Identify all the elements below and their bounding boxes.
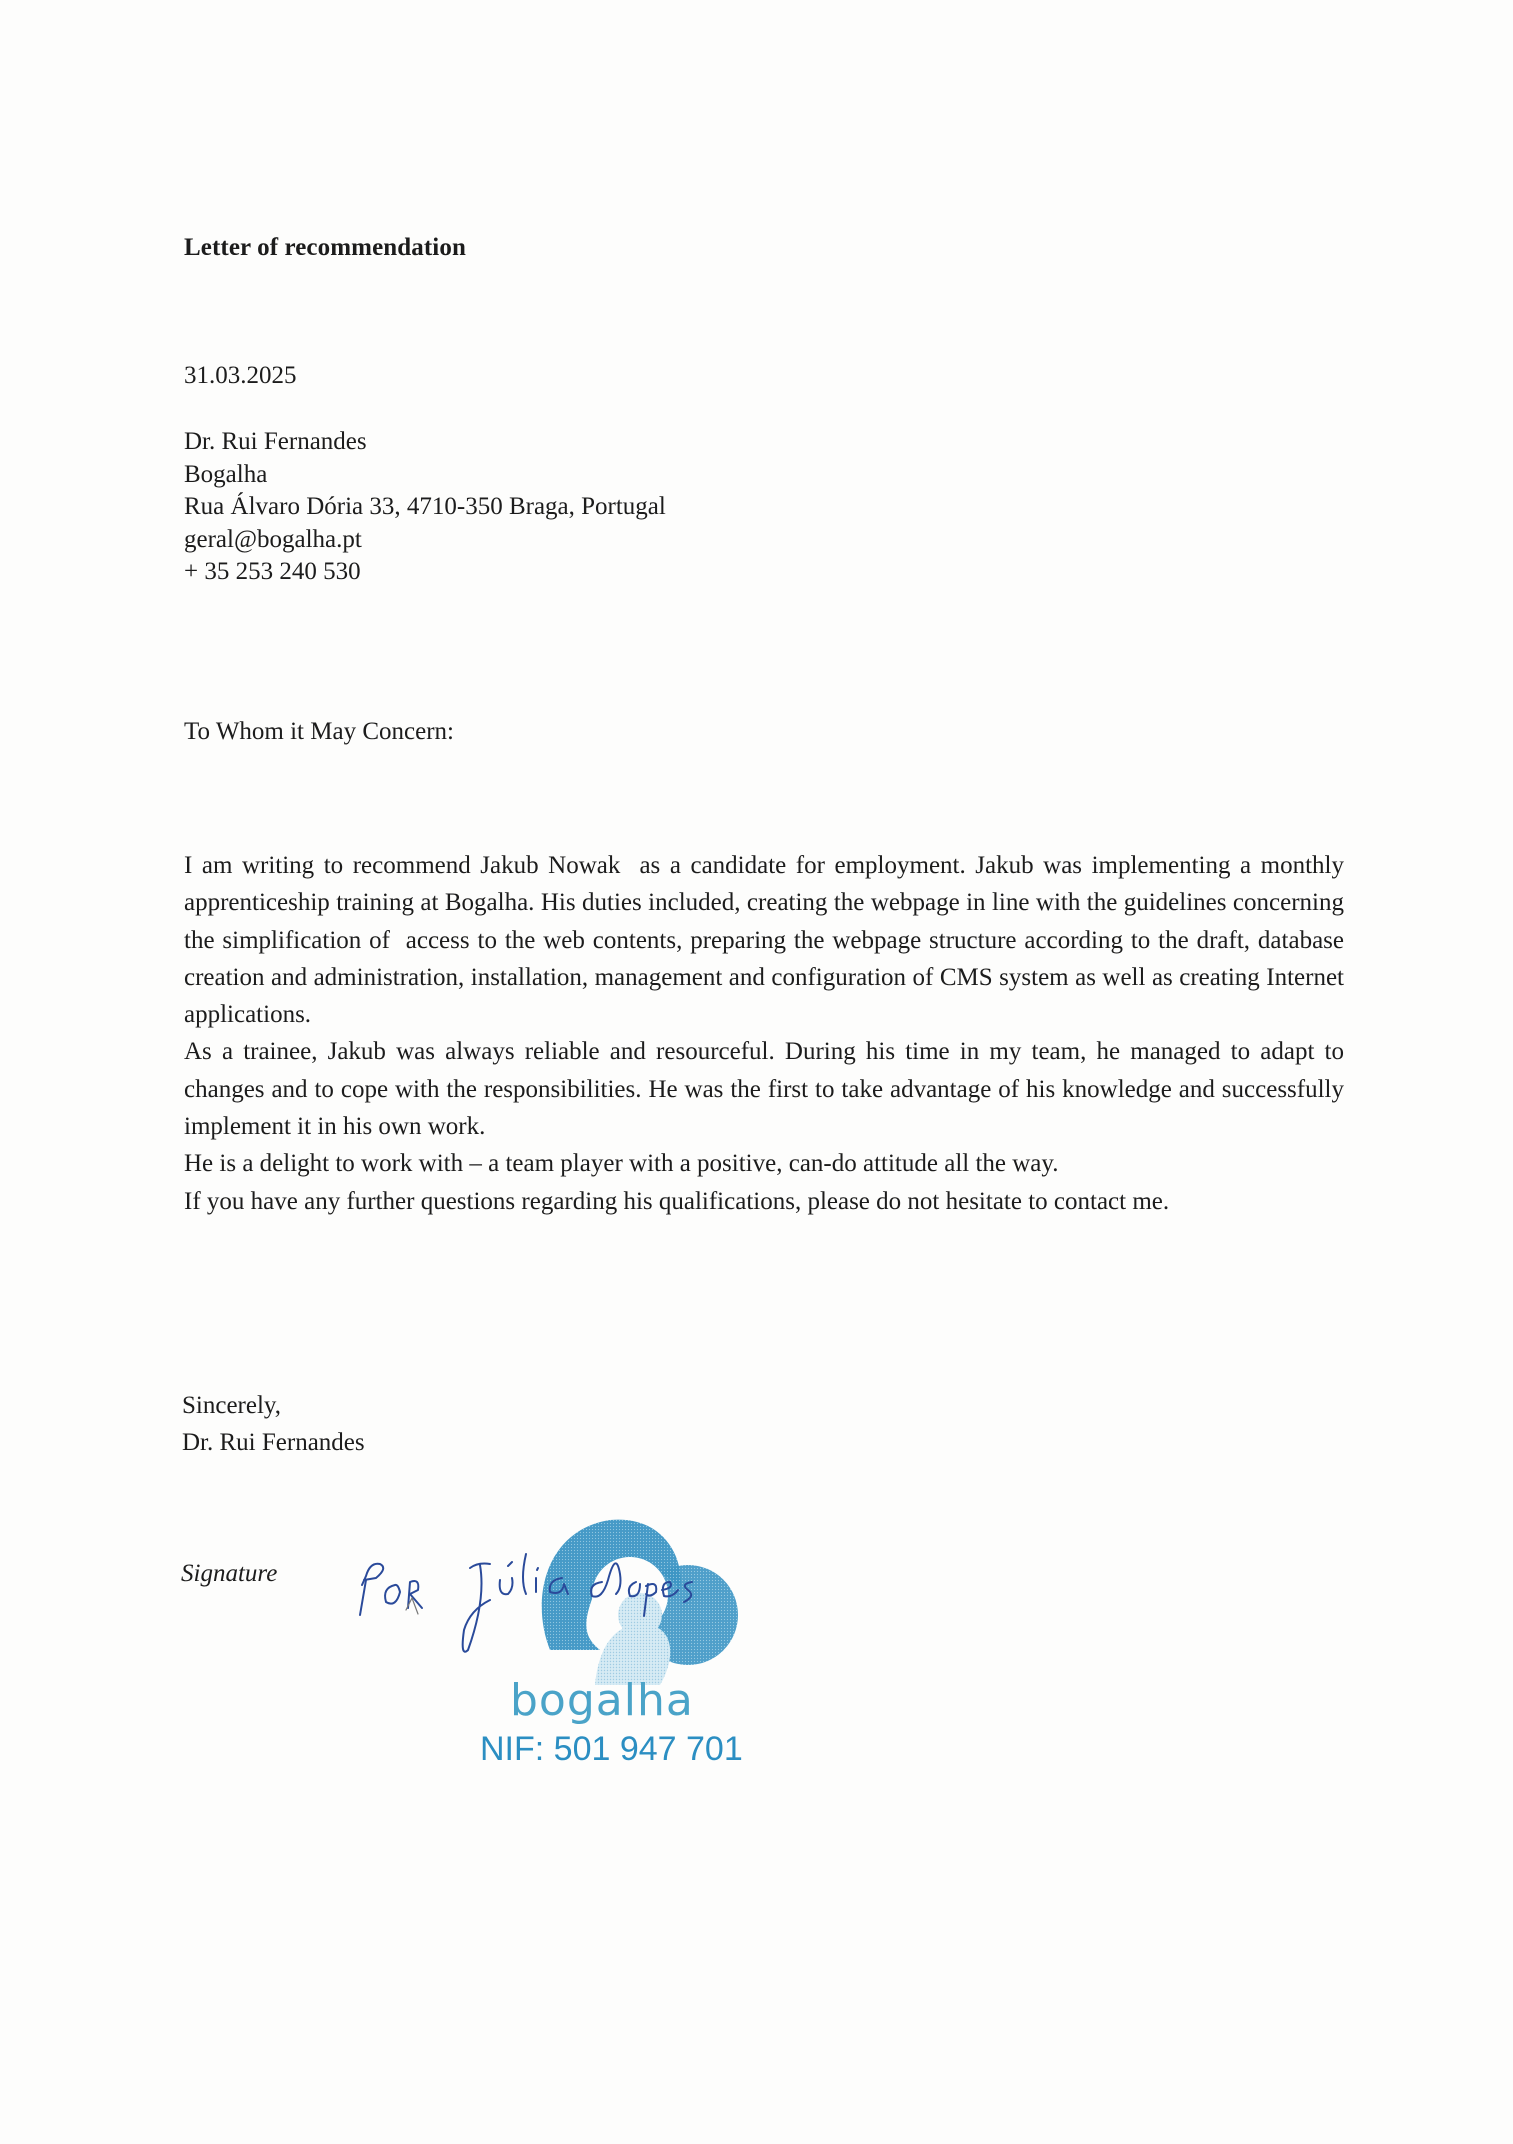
sender-address: Rua Álvaro Dória 33, 4710-350 Braga, Portugal [184, 493, 666, 520]
letter-date: 31.03.2025 [184, 362, 297, 389]
sender-block [184, 426, 666, 589]
body-paragraph: If you have any further questions regarding his qualifications, please do not hesitate to contact me. [184, 1187, 1170, 1215]
letter-body [184, 847, 1351, 1220]
stamp-company-name: bogalha [510, 1675, 694, 1726]
signature-label: Signature [181, 1560, 278, 1587]
sender-email: geral@bogalha.pt [184, 525, 362, 553]
sender-phone: + 35 253 240 530 [184, 558, 361, 585]
stamp-nif: NIF: 501 947 701 [480, 1730, 743, 1768]
handwritten-signature [340, 1540, 760, 1660]
letter-title: Letter of recommendation [184, 234, 466, 261]
sender-name: Dr. Rui Fernandes [184, 428, 367, 455]
body-paragraph: I am writing to recommend Jakub Nowak as a candidate for employment. Jakub was implementing a monthly apprenticeship training at Bogalha. His duties included, creating the webpage in line with the guidelines concerning the simplification of access to the web contents, preparing the webpage structure according to the draft, database creation and administration, installation, management and configuration of CMS system as well as creating Internet applications. [184, 852, 1351, 1029]
closing-block [182, 1387, 365, 1461]
closing-phrase: Sincerely, [182, 1392, 282, 1419]
closing-name: Dr. Rui Fernandes [182, 1429, 365, 1456]
body-paragraph: As a trainee, Jakub was always reliable and resourceful. During his time in my team, he managed to adapt to changes and to cope with the responsibilities. He was the first to take advantage of his knowledge and successfully implement it in his own work. [184, 1038, 1344, 1141]
salutation: To Whom it May Concern: [184, 718, 454, 745]
sender-organization: Bogalha [184, 460, 268, 488]
body-paragraph: He is a delight to work with – a team player with a positive, can-do attitude all the way. [184, 1150, 1059, 1178]
